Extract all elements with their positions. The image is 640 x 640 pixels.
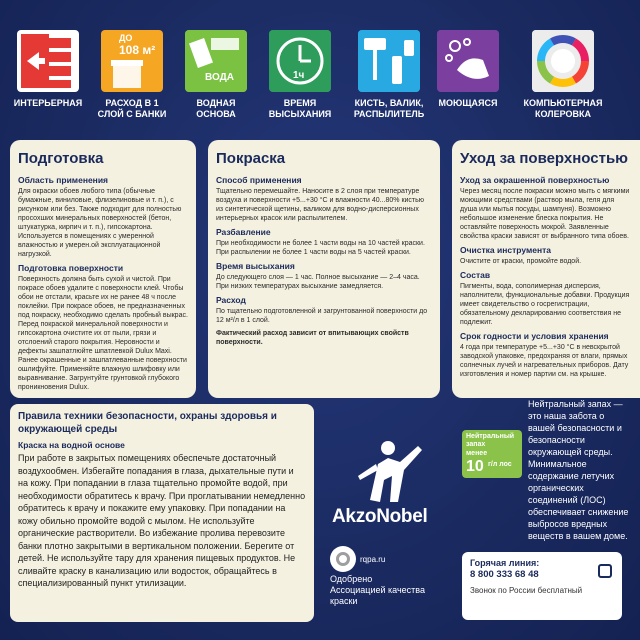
consumption-note: Фактический расход зависит от впитывающих свойств поверхности. [216,330,409,346]
preparation-panel [10,140,196,398]
thinning-heading: Разбавление [216,227,271,237]
feature-icons-row [12,30,640,130]
consumption-heading: Расход [216,295,246,305]
eco-badge-mid: менее [466,450,488,457]
storage-heading: Срок годности и условия хранения [460,331,609,341]
drying-time-icon [269,30,331,92]
method-heading: Способ применения [216,175,302,185]
hotline-label: Горячая линия: [470,558,540,568]
hotline-box [462,552,622,620]
feature-coverage [96,30,168,120]
tool-cleaning-heading: Очистка инструмента [460,245,551,255]
low-voc-badge [462,430,522,478]
interior-wall-icon [17,30,79,92]
feature-drying-time [264,30,336,120]
tool-cleaning-text: Очистите от краски, промойте водой. [460,258,582,265]
safety-panel [10,404,314,622]
phone-icon [598,564,612,578]
care-panel [452,140,640,398]
composition-heading: Состав [460,270,491,280]
rqpa-block [330,546,426,607]
application-area-text: Для окраски обоев любого типа (обычные бумажные, виниловые, флизелиновые и т. п.), с рисунком или без. Также подходит для полностью просохших минеральных поверхностей (бетон, штукатурка, кирпич и т. п.), гипсокартона. Используется в помещениях с умеренной влажностью и умерен.ой эксплуатационной нагрузкой. [18,188,182,258]
hotline-note: Звонок по России бесплатный [470,586,583,595]
safety-text: При работе в закрытых помещениях обеспечьте достаточный воздухообмен. Избегайте попадания в глаза, дыхательные пути и на кожу. При попадании в глаза тщательно промойте водой, при необходимости обратитесь к врачу. При проглатывании немедленно обратитесь к врачу и покажите ему упаковку. При попадании на кожу обильно промойте водой с мылом. Не используйте органические растворители. Во избежание пролива перевозите банки плотно закрытыми в вертикальном положении. Берегите от детей. Не используйте тару для хранения пищевых продуктов. Не сливайте краску в канализацию или водосток, обращайтесь в специализированный пункт утилизации. [18,453,306,588]
water-based-icon [185,30,247,92]
feature-label: РАСХОД В 1 СЛОЙ С БАНКИ [97,98,167,119]
rqpa-logo-icon [330,546,356,572]
safety-subtitle: Краска на водной основе [18,440,125,450]
care-title: Уход за поверхностью [460,150,628,167]
feature-label: ВРЕМЯ ВЫСЫХАНИЯ [268,98,332,119]
brand-name: AkzoNobel [332,506,428,527]
feature-tinting [518,30,608,120]
drying-badge: 1ч [293,70,305,81]
preparation-title: Подготовка [18,150,104,167]
storage-text: 4 года при температуре +5...+30 °С в невскрытой заводской упаковке, предохраняя от влаги, прямых солнечных лучей и нагревательных приборов. Дату изготовления и номер партии см. на крышке. [460,344,629,378]
consumption-text: По тщательно подготовленной и загрунтованной поверхности до 12 м²/л в 1 слой. [216,308,428,324]
painting-panel [208,140,440,398]
drying-text: До следующего слоя — 1 час. Полное высыхание — 2–4 часа. При низких температурах высыхание замедляется. [216,274,420,290]
feature-washable [432,30,504,109]
akzonobel-logo [330,430,450,510]
water-badge: ВОДА [205,72,234,83]
brush-roller-spray-icon [358,30,420,92]
drying-heading: Время высыхания [216,261,295,271]
eco-badge-top: Нейтральный запах [466,433,515,448]
eco-description [528,398,632,542]
composition-text: Пигменты, вода, сополимерная дисперсия, наполнители, функциональные добавки. Продукция имеет свидетельство о госрегистрации, обязательному декларированию соответствия не подлежит. [460,283,630,326]
feature-label: ВОДНАЯ ОСНОВА [196,98,236,119]
painting-title: Покраска [216,150,286,167]
thinning-text: При необходимости не более 1 части воды на 10 частей краски. При распылении не более 1 части воды на 5 частей краски. [216,240,425,256]
application-area-heading: Область применения [18,175,109,185]
method-text: Тщательно перемешайте. Наносите в 2 слоя при температуре воздуха и поверхности +5...+30 °С и влажности 40...80% кистью из синтетической щетины, валиком для водно-дисперсионных интерьерных красок или распылителем. [216,188,425,222]
color-wheel-icon [532,30,594,92]
feature-label: КОМПЬЮТЕРНАЯ КОЛЕРОВКА [523,98,603,119]
feature-water-based [180,30,252,120]
feature-label: КИСТЬ, ВАЛИК, РАСПЫЛИТЕЛЬ [353,98,425,119]
coverage-badge-value: 108 м² [119,43,156,57]
surface-prep-heading: Подготовка поверхности [18,263,124,273]
coverage-icon [101,30,163,92]
care-surface-text: Через месяц после покраски можно мыть с мягкими моющими средствами (раствор мыла, геля для душа или мытья посуды, шампуня). Возможно небольшое изменение блеска покрытия. Не оставляйте поверхность мокрой. Заявленные свойства краски зависят от выбранного типа обоев. [460,188,630,240]
feature-label: МОЮЩАЯСЯ [438,98,498,108]
hotline-phone[interactable]: 8 800 333 68 48 [470,569,539,580]
coverage-badge-prefix: ДО [119,33,133,43]
eco-badge-unit: г/л лос [488,461,512,468]
surface-prep-text: Поверхность должна быть сухой и чистой. При покрасе обоев удалите с поверхности клей. Чтобы обои не отстали, красьте их не ранее 48 ч после поклейки. При покрасе обоев, не предназначенных под покраску, необходимо сделать пробный выкрас. Перед покраской минеральной поверхности и гипсокартона очистите их от пыли, грязи и отслоений старого покрытия. Неровности и дефекты зашпатлюйте шпатлевкой Dulux Maxi. Ранее окрашенные и зашпатлеванные поверхности ошлифуйте. Применяйте влажную шлифовку или выравнивание. Загрунтуйте грунтовкой глубокого проникновения Dulux. [18,276,188,391]
feature-interior [12,30,84,109]
rqpa-site[interactable]: rqpa.ru [360,554,386,564]
feature-tools [348,30,430,120]
washable-icon [437,30,499,92]
safety-title: Правила техники безопасности, охраны здоровья и окружающей среды [18,411,277,435]
care-surface-heading: Уход за окрашенной поверхностью [460,175,610,185]
feature-label: ИНТЕРЬЕРНАЯ [13,98,83,108]
rqpa-caption: Одобрено Ассоциацией качества краски [330,574,425,606]
eco-badge-number: 10 [466,458,484,475]
eco-text: Нейтральный запах — это наша забота о вашей безопасности и безопасности окружающей среды. Минимальное содержание летучих органических соединений (ЛОС) обеспечивает снижение выбросов вредных веществ в вашем доме. [528,399,629,541]
